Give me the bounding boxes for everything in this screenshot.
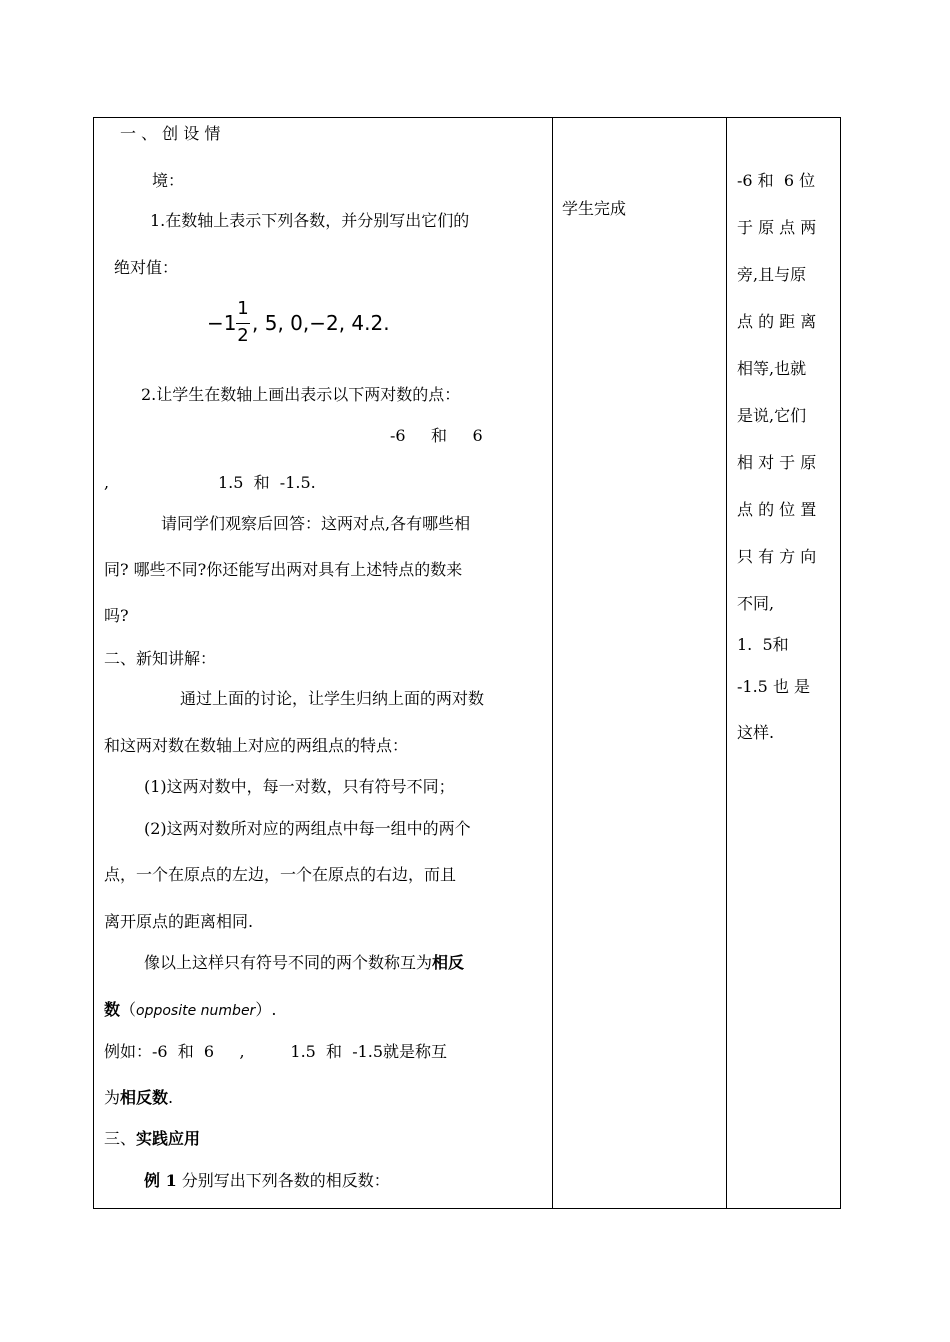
question2-pair-a: -6 和 6 <box>390 426 483 445</box>
example1-line <box>144 1171 390 1191</box>
question1-line2: 绝对值： <box>114 258 179 277</box>
note-line-10: 不同, <box>737 594 775 613</box>
math-fraction-denominator: 2 <box>237 325 249 346</box>
column-divider-2 <box>726 118 727 1208</box>
point2-line1: (2)这两对数所对应的两组点中每一组中的两个 <box>144 819 471 838</box>
definition-term-part1: 相反 <box>432 953 465 972</box>
ask-line1: 请同学们观察后回答：这两对点,各有哪些相 <box>161 514 471 533</box>
definition-line1 <box>144 953 464 973</box>
english-term: opposite number <box>136 1003 256 1019</box>
definition-line2 <box>104 1000 276 1021</box>
note-line-4: 点 的 距 离 <box>737 312 817 331</box>
definition-text: 像以上这样只有符号不同的两个数称互为 <box>144 953 433 972</box>
ask-line3: 吗? <box>104 606 129 625</box>
example-prefix: 为 <box>104 1088 121 1107</box>
point2-line2: 点，一个在原点的左边，一个在原点的右边，而且 <box>104 865 457 884</box>
point2-line3: 离开原点的距离相同. <box>104 912 254 931</box>
question2-comma: , <box>104 473 110 492</box>
definition-term-part2: 数 <box>104 1000 121 1019</box>
point1: (1)这两对数中，每一对数，只有符号不同； <box>144 777 455 796</box>
note-line-2: 于 原 点 两 <box>737 218 817 237</box>
ask-line2: 同? 哪些不同?你还能写出两对具有上述特点的数来 <box>104 560 463 579</box>
paren-open: （ <box>120 1000 137 1019</box>
example-line2 <box>104 1088 173 1108</box>
discussion-line2: 和这两对数在数轴上对应的两组点的特点： <box>104 736 409 755</box>
note-line-9: 只 有 方 向 <box>737 547 817 566</box>
paren-close: ）. <box>255 1000 277 1019</box>
note-line-11: 1. 5和 <box>737 635 789 654</box>
note-line-5: 相等,也就 <box>737 359 807 378</box>
question2-line1: 2.让学生在数轴上画出表示以下两对数的点： <box>141 385 461 404</box>
note-line-12: -1.5 也 是 <box>737 677 811 696</box>
math-rest: , 5, 0,−2, 4.2. <box>252 311 390 335</box>
section3-title: 实践应用 <box>136 1129 201 1148</box>
section2-heading: 二、新知讲解： <box>104 649 217 668</box>
example1-label: 例 1 <box>144 1171 177 1190</box>
note-line-3: 旁,且与原 <box>737 265 807 284</box>
example1-text: 分别写出下列各数的相反数： <box>176 1171 390 1190</box>
example-period: . <box>168 1088 174 1107</box>
math-fraction-numerator: 1 <box>237 298 249 319</box>
question2-pair-b: 1.5 和 -1.5. <box>218 473 316 492</box>
section3-number: 三、 <box>104 1129 137 1148</box>
math-mixed-whole: −1 <box>207 311 237 335</box>
question1-line1: 1.在数轴上表示下列各数，并分别写出它们的 <box>150 211 470 230</box>
math-fraction-bar <box>236 323 250 324</box>
section1-heading: 一 、 创 设 情 <box>120 124 221 143</box>
example-term: 相反数 <box>120 1088 169 1107</box>
student-complete: 学生完成 <box>562 199 627 218</box>
column-divider-1 <box>552 118 553 1208</box>
section3-heading <box>104 1129 200 1149</box>
example-line1: 例如：-6 和 6 , 1.5 和 -1.5就是称互 <box>104 1042 448 1061</box>
note-line-1: -6 和 6 位 <box>737 171 816 190</box>
discussion-line1: 通过上面的讨论，让学生归纳上面的两对数 <box>180 689 485 708</box>
note-line-8: 点 的 位 置 <box>737 500 817 519</box>
section1-heading-cont: 境： <box>152 171 185 190</box>
note-line-6: 是说,它们 <box>737 406 807 425</box>
note-line-7: 相 对 于 原 <box>737 453 817 472</box>
note-line-13: 这样. <box>737 723 775 742</box>
